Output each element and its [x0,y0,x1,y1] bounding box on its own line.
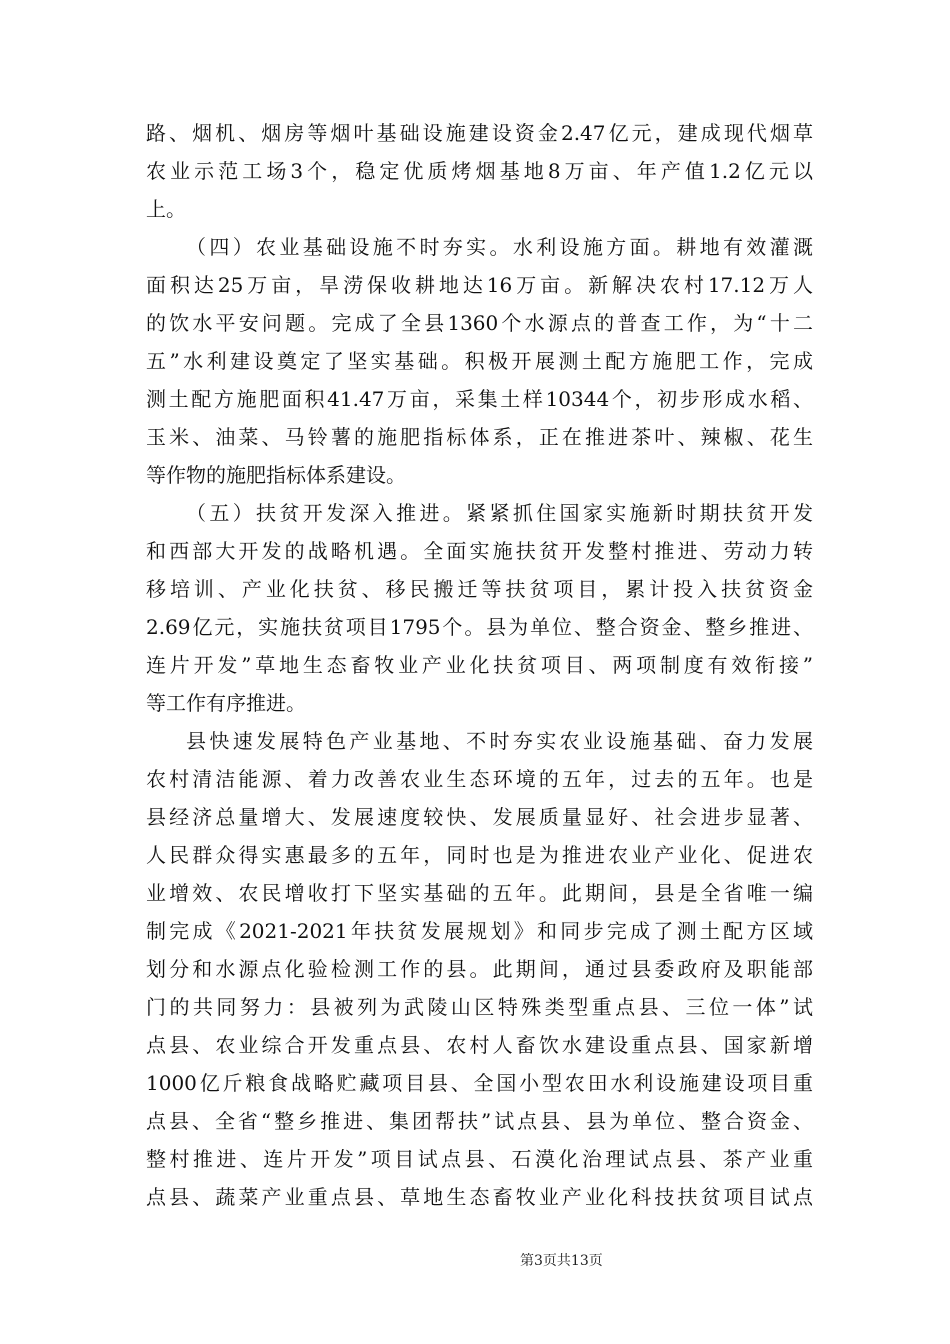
text-line: 点县、农业综合开发重点县、农村人畜饮水建设重点县、国家新增 [146,1033,813,1057]
paragraph [146,114,813,228]
text-line: 县经济总量增大、发展速度较快、发展质量显好、社会进步显著、 [146,805,813,829]
text-line: 人民群众得实惠最多的五年，同时也是为推进农业产业化、促进农 [146,843,813,867]
text-line: （五）扶贫开发深入推进。紧紧抓住国家实施新时期扶贫开发 [186,501,813,525]
text-line: 农业示范工场3个，稳定优质烤烟基地8万亩、年产值1.2亿元以 [146,159,813,183]
text-line: 县快速发展特色产业基地、不时夯实农业设施基础、奋力发展 [186,729,813,753]
text-line: 测土配方施肥面积41.47万亩，采集土样10344个，初步形成水稻、 [146,387,813,411]
document-body [146,114,813,1216]
text-line: 上。 [146,197,186,221]
paragraph [146,228,813,494]
text-line: 制完成《2021-2021年扶贫发展规划》和同步完成了测土配方区域 [146,919,813,943]
text-line: 农村清洁能源、着力改善农业生态环境的五年，过去的五年。也是 [146,767,813,791]
text-line: 整村推进、连片开发”项目试点县、石漠化治理试点县、茶产业重 [146,1147,813,1171]
text-line: 门的共同努力：县被列为武陵山区特殊类型重点县、三位一体”试 [146,995,813,1019]
text-line: （四）农业基础设施不时夯实。水利设施方面。耕地有效灌溉 [186,235,813,259]
text-line: 2.69亿元，实施扶贫项目1795个。县为单位、整合资金、整乡推进、 [146,615,813,639]
page-number: 第3页共13页 [520,1253,603,1269]
text-line: 和西部大开发的战略机遇。全面实施扶贫开发整村推进、劳动力转 [146,539,813,563]
text-line: 点县、全省“整乡推进、集团帮扶”试点县、县为单位、整合资金、 [146,1109,813,1133]
text-line: 五”水利建设奠定了坚实基础。积极开展测土配方施肥工作，完成 [146,349,813,373]
text-line: 等工作有序推进。 [146,691,306,715]
text-line: 业增效、农民增收打下坚实基础的五年。此期间，县是全省唯一编 [146,881,813,905]
text-line: 连片开发”草地生态畜牧业产业化扶贫项目、两项制度有效衔接” [146,653,813,677]
text-line: 玉米、油菜、马铃薯的施肥指标体系，正在推进茶叶、辣椒、花生 [146,425,813,449]
text-line: 路、烟机、烟房等烟叶基础设施建设资金2.47亿元，建成现代烟草 [146,121,813,145]
text-line: 面积达25万亩，旱涝保收耕地达16万亩。新解决农村17.12万人 [146,273,813,297]
text-line: 1000亿斤粮食战略贮藏项目县、全国小型农田水利设施建设项目重 [146,1071,813,1095]
text-line: 的饮水平安问题。完成了全县1360个水源点的普查工作，为“十二 [146,311,813,335]
paragraph [146,722,813,1216]
paragraph [146,494,813,722]
text-line: 划分和水源点化验检测工作的县。此期间，通过县委政府及职能部 [146,957,813,981]
text-line: 等作物的施肥指标体系建设。 [146,463,406,487]
text-line: 移培训、产业化扶贫、移民搬迁等扶贫项目，累计投入扶贫资金 [146,577,813,601]
text-line: 点县、蔬菜产业重点县、草地生态畜牧业产业化科技扶贫项目试点 [146,1185,813,1209]
